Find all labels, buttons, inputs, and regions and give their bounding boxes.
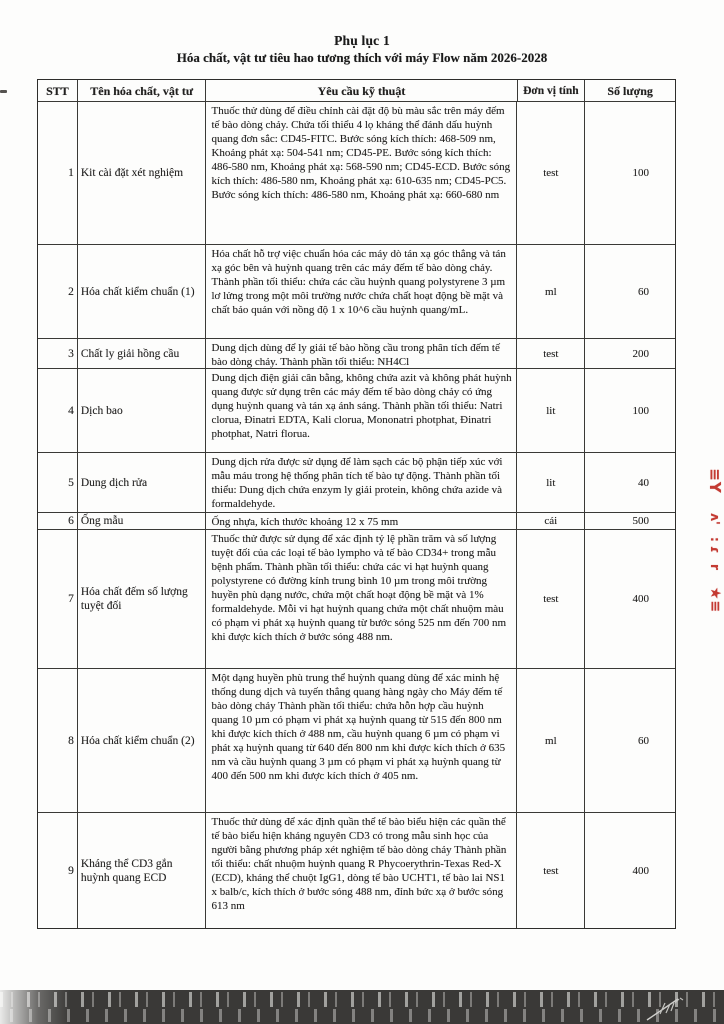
- row-name: Chất ly giải hồng cầu: [78, 339, 207, 368]
- col-header-stt: STT: [38, 80, 78, 101]
- table-row: [38, 513, 675, 530]
- row-name: Hóa chất kiểm chuẩn (2): [78, 669, 207, 812]
- row-name: Kit cài đặt xét nghiệm: [78, 102, 207, 244]
- row-unit: test: [517, 530, 585, 668]
- red-ink-margin-mark: ★≡: [707, 586, 723, 614]
- row-name: Hóa chất kiểm chuẩn (1): [78, 245, 207, 338]
- row-spec: Dung dịch rửa được sử dụng để làm sạch các bộ phận tiếp xúc với mẫu máu trong hệ thống phân tích tế bào tự động. Thành phần tối thiểu: Dung dịch chứa enzym ly giải protein, không chứa azide và formaldehyde.: [206, 453, 517, 512]
- row-qty: 500: [632, 514, 649, 527]
- table-row: [38, 245, 675, 339]
- row-unit: test: [517, 339, 585, 368]
- row-stt: 5: [38, 453, 78, 512]
- row-spec: Dung dịch dùng để ly giải tế bào hồng cầu trong phân tích đếm tế bào dòng chảy. Thành phần tối thiểu: NH4Cl: [206, 339, 517, 368]
- table-header-row: [38, 80, 675, 102]
- scan-speck: [0, 90, 7, 93]
- row-spec: Thuốc thử dùng để xác định quần thể tế bào biểu hiện các quần thể tế bào biểu hiện kháng nguyên CD3 có trong mẫu sinh học của người bằng phương pháp xét nghiệm tế bào dòng chảy Thành phần tối thiểu: chất nhuộm huỳnh quang R Phycoerythrin-Texas Red-X (ECD), kháng thể chuột IgG1, dòng tế bào UCHT1, tế bào lai NS1 x balb/c, kích thích ở bước sóng 488 nm, đỉnh bức xạ ở bước sóng 613 nm: [206, 813, 517, 928]
- row-stt: 4: [38, 369, 78, 452]
- table-row: [38, 453, 675, 513]
- col-header-spec: Yêu cầu kỹ thuật: [206, 80, 517, 101]
- page-subtitle: Hóa chất, vật tư tiêu hao tương thích với máy Flow năm 2026-2028: [176, 50, 548, 65]
- red-ink-margin-mark: ≡Y: [706, 468, 724, 494]
- row-name: Hóa chất đếm số lượng tuyệt đối: [78, 530, 207, 668]
- row-unit: lit: [517, 453, 585, 512]
- row-unit: lit: [517, 369, 585, 452]
- row-spec: Dung dịch điện giải cân bằng, không chứa azit và không phát huỳnh quang được sử dụng trên các máy đếm tế bào dòng chảy có ứng dụng huỳnh quang và tán xạ ánh sáng. Thành phần tối thiểu: Natri clorua, Đinatri EDTA, Kali clorua, Mononatri photphat, Đinatri photphat, Natri florua.: [206, 369, 517, 452]
- table-row: [38, 530, 675, 669]
- row-qty: 400: [632, 593, 649, 605]
- supplies-table: [37, 79, 676, 929]
- pencil-scribble-icon: [644, 994, 696, 1024]
- row-stt: 1: [38, 102, 78, 244]
- row-stt: 3: [38, 339, 78, 368]
- row-qty: 60: [638, 285, 649, 298]
- row-stt: 7: [38, 530, 78, 668]
- row-name: Ống mẫu: [78, 513, 207, 529]
- row-name: Dịch bao: [78, 369, 207, 452]
- table-row: [38, 669, 675, 813]
- row-spec: Ống nhựa, kích thước khoảng 12 x 75 mm: [206, 513, 517, 529]
- row-stt: 8: [38, 669, 78, 812]
- row-spec: Hóa chất hỗ trợ việc chuẩn hóa các máy dò tán xạ góc thẳng và tán xạ góc bên và huỳnh quang trên các máy đếm tế bào dòng chảy. Thành phần tối thiểu: chứa các cầu huỳnh quang polystyrene 3 µm lơ lửng trong một môi trường nước chứa chất hoạt động bề mặt và chất bảo quản với nồng độ 1 x 10^6 cầu huỳnh quang/mL.: [206, 245, 517, 338]
- red-ink-margin-mark: r: [708, 564, 722, 570]
- row-qty: 100: [632, 404, 649, 417]
- row-name: Kháng thể CD3 gắn huỳnh quang ECD: [78, 813, 207, 928]
- red-ink-margin-mark: ʌ': [708, 513, 722, 525]
- col-header-name: Tên hóa chất, vật tư: [78, 80, 207, 101]
- row-unit: test: [517, 102, 585, 244]
- row-qty: 200: [632, 347, 649, 360]
- row-unit: ml: [517, 245, 585, 338]
- row-unit: test: [517, 813, 585, 928]
- row-spec: Thuốc thử dùng để điều chỉnh cài đặt độ bù màu sắc trên máy đếm tế bào dòng chảy. Chứa tối thiểu 4 lọ kháng thể đánh dấu huỳnh quang đơn sắc: CD45-FITC. Bước sóng kích thích: 468-509 nm, Khoảng phát xạ: 504-541 nm; CD45-PE. Bước sóng kích thích: 486-580 nm, Khoảng phát xạ: 568-590 nm; CD45-ECD. Bước sóng kích thích: 486-580 nm, Khoảng phát xạ: 610-635 nm; CD45-PC5. Bước sóng kích thích: 486-580 nm, Khoảng phát xạ: 660-680 nm: [206, 102, 517, 244]
- row-name: Dung dịch rửa: [78, 453, 207, 512]
- row-qty: 400: [632, 864, 649, 877]
- row-stt: 6: [38, 513, 78, 529]
- row-qty: 40: [638, 476, 649, 489]
- row-unit: ml: [517, 669, 585, 812]
- page-title: Phụ lục 1: [334, 33, 390, 48]
- table-row: [38, 102, 675, 245]
- row-spec: Thuốc thử được sử dụng để xác định tỷ lệ phần trăm và số lượng tuyệt đối của các loại tế bào lympho và tế bào CD34+ trong mẫu bệnh phẩm. Thành phần tối thiểu: chứa các vi hạt huỳnh quang polystyrene có đường kính trung bình 10 µm trong môi trường huyền phù dạng nước, chứa một chất hoạt động bề mặt và 1% formaldehyde. Mỗi vi hạt huỳnh quang chứa một chất nhuộm màu có phạm vi phát xạ huỳnh quang từ bước sóng 525 nm đến 700 nm khi được kích thích ở bước sóng 488 nm.: [206, 530, 517, 668]
- row-unit: cái: [517, 513, 585, 529]
- row-qty: 100: [632, 167, 649, 179]
- table-row: [38, 813, 675, 928]
- table-row: [38, 369, 675, 453]
- row-spec: Một dạng huyền phù trung thể huỳnh quang dùng để xác minh hệ thống dung dịch và tuyến thẳng quang hàng ngày cho Máy đếm tế bào dòng chảy Thành phần tối thiểu: chứa hỗn hợp cầu huỳnh quang 10 µm có phạm vi phát xạ huỳnh quang từ 515 đến 800 nm khi được kích thích ở 488 nm, cầu huỳnh quang 6 µm có phạm vi phát xạ huỳnh quang từ 640 đến 800 nm khi được kích thích ở 635 nm và cầu huỳnh quang 3 µm có phạm vi phát xạ huỳnh quang từ 400 đến 500 nm khi được kích thích ở 405 nm.: [206, 669, 517, 812]
- col-header-unit: Đơn vị tính: [518, 80, 586, 101]
- col-header-qty: Số lượng: [607, 83, 653, 98]
- table-row: [38, 339, 675, 369]
- scanner-edge-band: [0, 990, 724, 1024]
- row-qty: 60: [638, 734, 649, 747]
- row-stt: 2: [38, 245, 78, 338]
- red-ink-margin-mark: : ɾ: [708, 536, 722, 554]
- row-stt: 9: [38, 813, 78, 928]
